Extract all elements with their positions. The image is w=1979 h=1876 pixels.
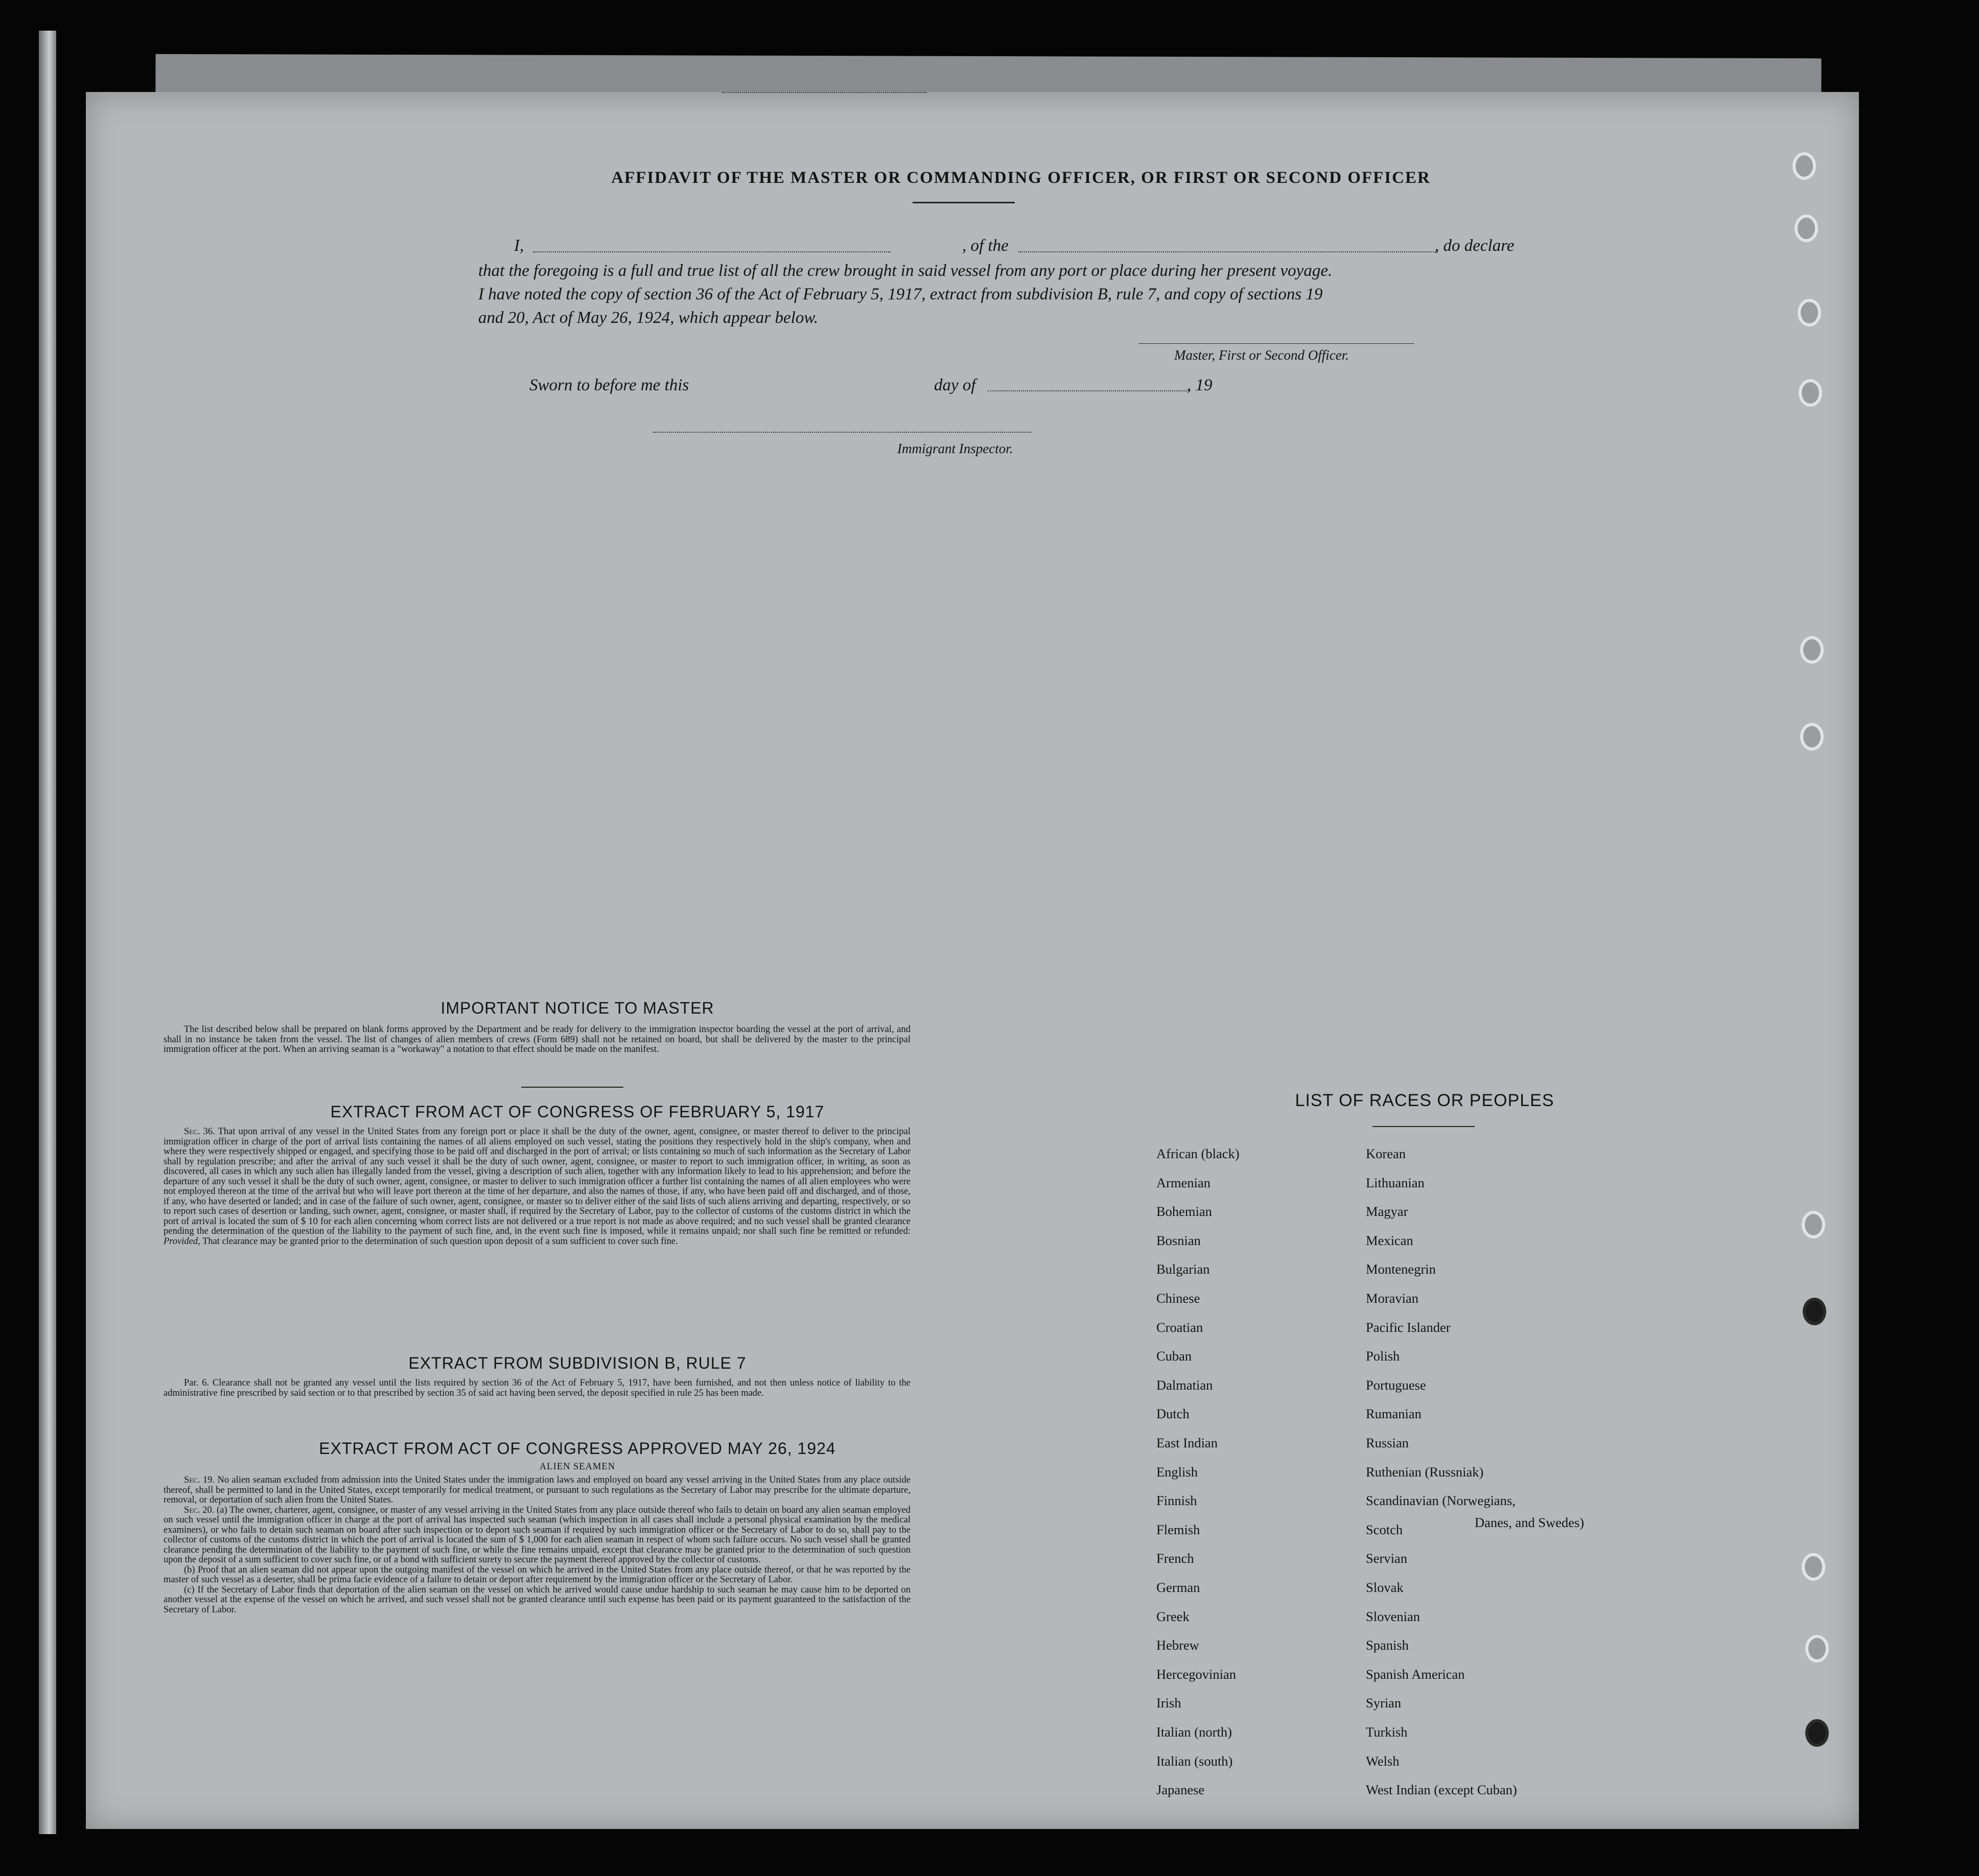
race-item: Spanish American — [1366, 1666, 1465, 1682]
race-item: Welsh — [1366, 1753, 1400, 1769]
race-item: African (black) — [1156, 1146, 1240, 1161]
race-item: Magyar — [1366, 1204, 1408, 1220]
vessel-name-field[interactable] — [1018, 251, 1437, 252]
binder-hole-icon — [1802, 1211, 1825, 1238]
extract-rule7-body — [164, 1378, 911, 1398]
sec-36-text-end: That clearance may be granted prior to the determination of such question upon deposit of a sum sufficient to cover such fine. — [202, 1236, 678, 1247]
race-item: Italian (north) — [1156, 1724, 1232, 1740]
race-item: Dalmatian — [1156, 1377, 1213, 1393]
races-divider — [1372, 1126, 1475, 1127]
statement-line-2: I have noted the copy of section 36 of the Act of February 5, 1917, extract from subdivision B, rule 7, and copy of sections 19 — [478, 285, 1323, 303]
binder-hole-icon — [1798, 299, 1821, 326]
race-item: Scandinavian (Norwegians, — [1366, 1493, 1516, 1509]
race-item: Spanish — [1366, 1637, 1409, 1653]
binder-hole-icon — [1792, 152, 1816, 180]
binder-hole-icon — [1799, 379, 1822, 407]
race-item: Dutch — [1156, 1406, 1190, 1422]
statement-line-3: and 20, Act of May 26, 1924, which appear below. — [478, 309, 819, 327]
binding-edge — [39, 31, 56, 1834]
race-item: Armenian — [1156, 1175, 1210, 1190]
notice-divider — [521, 1087, 623, 1088]
race-item: Hebrew — [1156, 1637, 1199, 1653]
race-item: Montenegrin — [1366, 1261, 1436, 1277]
alien-seamen-subtitle: ALIEN SEAMEN — [539, 1462, 616, 1472]
sworn-label: Sworn to before me this — [529, 376, 689, 394]
extract-rule7-title: EXTRACT FROM SUBDIVISION B, RULE 7 — [408, 1354, 747, 1372]
year-label: , 19 — [1187, 376, 1213, 394]
race-item: West Indian (except Cuban) — [1366, 1782, 1517, 1798]
race-item: East Indian — [1156, 1435, 1218, 1450]
sec-20-label: Sec. 20. — [184, 1505, 215, 1515]
provided-label: Provided, — [164, 1236, 200, 1247]
race-item: Italian (south) — [1156, 1753, 1233, 1769]
day-of-label: day of — [934, 376, 976, 394]
race-item: Lithuanian — [1366, 1175, 1425, 1190]
race-item: Korean — [1366, 1146, 1406, 1161]
sec-19-label: Sec. 19. — [184, 1475, 215, 1485]
race-item: Bosnian — [1156, 1232, 1201, 1248]
race-item: Russian — [1366, 1435, 1409, 1450]
statement-line-1: that the foregoing is a full and true list of all the crew brought in said vessel from any port or place during her present voyage. — [478, 262, 1333, 280]
binder-hole-icon — [1802, 1553, 1825, 1581]
notice-text: The list described below shall be prepared on blank forms approved by the Department and be ready for delivery to the immigration inspector boarding the vessel at the port of arrival, and shall in no instance be taken from the vessel. The list of changes of alien members of crews (Form 689) shall not be retained on board, but shall be delivered by the master to the principal immigration officer at the port. When an arriving seaman is a "workaway" a notation to that effect should be made on the manifest. — [164, 1024, 911, 1054]
sec-36-label: Sec. 36. — [184, 1127, 215, 1137]
race-scandinavian-continued: Danes, and Swedes) — [1475, 1515, 1585, 1530]
binder-hole-icon — [1800, 723, 1824, 751]
master-signature-label: Master, First or Second Officer. — [1174, 347, 1349, 363]
race-item: Hercegovinian — [1156, 1666, 1236, 1682]
sworn-day-field[interactable] — [722, 92, 926, 93]
race-item: Polish — [1366, 1348, 1400, 1364]
declarant-name-field[interactable] — [533, 251, 891, 252]
rule7-text: Par. 6. Clearance shall not be granted any vessel until the lists required by section 36 of the Act of February 5, 1917, have been furnished, and not then unless notice of liability to the administrative fine prescribed by said section or to that prescribed by section 35 of said act having been served, the deposit specified in rule 25 has been made. — [164, 1378, 911, 1398]
race-item: Portuguese — [1366, 1377, 1426, 1393]
sec-19-text: No alien seaman excluded from admission into the United States under the immigration laws and employed on board any vessel arriving in the United States from any place outside thereof, shall be permitted to land in the United States, except temporarily for medical treatment, or pursuant to such regulations as the Secretary of Labor may prescribe for the ultimate departure, removal, or deportation of such alien from the United States. — [164, 1475, 911, 1505]
sec-20c-text: (c) If the Secretary of Labor finds that deportation of the alien seaman on the vessel on which he arrived would cause undue hardship to such seaman he may cause him to be deported on another vessel at the expense of the vessel on which he arrived, and such vessel shall not be granted clearance until such expense has been paid or its payment guaranteed to the satisfaction of the Secretary of Labor. — [164, 1584, 911, 1615]
notice-body — [164, 1025, 911, 1055]
declarant-label: I, — [514, 237, 524, 255]
race-item: Moravian — [1366, 1291, 1419, 1306]
extract-1917-title: EXTRACT FROM ACT OF CONGRESS OF FEBRUARY 5, 1917 — [330, 1103, 825, 1121]
of-the-label: , of the — [962, 237, 1009, 255]
race-item: Bohemian — [1156, 1204, 1212, 1220]
race-item: German — [1156, 1580, 1200, 1595]
race-item: Japanese — [1156, 1782, 1205, 1798]
sworn-month-field[interactable] — [988, 390, 1190, 391]
binder-hole-icon — [1803, 1298, 1826, 1325]
race-item: Servian — [1366, 1551, 1407, 1566]
binder-hole-icon — [1800, 636, 1824, 664]
race-item: Cuban — [1156, 1348, 1192, 1364]
race-item: Chinese — [1156, 1291, 1200, 1306]
race-item: Finnish — [1156, 1493, 1197, 1509]
extract-1924-body — [164, 1475, 911, 1615]
binder-hole-icon — [1805, 1635, 1829, 1662]
title-divider — [913, 202, 1015, 203]
race-item: Turkish — [1366, 1724, 1408, 1740]
extract-1924-title: EXTRACT FROM ACT OF CONGRESS APPROVED MAY 26, 1924 — [319, 1439, 836, 1458]
master-signature-field[interactable] — [1138, 343, 1414, 344]
race-item: Rumanian — [1366, 1406, 1422, 1422]
race-item: Bulgarian — [1156, 1261, 1210, 1277]
race-item: Greek — [1156, 1608, 1190, 1624]
race-item: English — [1156, 1464, 1198, 1480]
race-item: Pacific Islander — [1366, 1319, 1451, 1335]
sec-20a-text: (a) The owner, charterer, agent, consignee, or master of any vessel arriving in the United States from any place outside thereof who fails to detain on board any alien seaman employed on such vessel until the immigration officer in charge at the port of arrival has inspected such seaman (which inspection in all cases shall include a personal physical examination by the medical examiners), or who fails to detain such seaman on board after such inspection or to deport such seaman if required by such immigration officer or the Secretary of Labor to do so, shall pay to the collector of customs of the customs district in which the port of arrival is located the sum of $ 1,000 for each alien seaman in respect of whom such failure occurs. No such vessel shall be granted clearance pending the determination of the liability to the payment of such fine, or while the fine remains unpaid, except that clearance may be granted prior to the determination of such question upon the deposit of a sum sufficient to cover such fine, or of a bond with sufficient surety to secure the payment thereof approved by the collector of customs. — [164, 1505, 911, 1565]
race-item: Croatian — [1156, 1319, 1203, 1335]
race-item: Irish — [1156, 1695, 1181, 1711]
race-item: Slovak — [1366, 1580, 1404, 1595]
inspector-signature-field[interactable] — [653, 432, 1031, 433]
race-item: Flemish — [1156, 1521, 1200, 1537]
binder-hole-icon — [1805, 1719, 1829, 1747]
affidavit-title: AFFIDAVIT OF THE MASTER OR COMMANDING OFFICER, OR FIRST OR SECOND OFFICER — [611, 169, 1431, 187]
manifest-page — [86, 92, 1859, 1829]
race-item: French — [1156, 1551, 1194, 1566]
notice-title: IMPORTANT NOTICE TO MASTER — [440, 999, 714, 1017]
extract-1917-body — [164, 1127, 911, 1247]
race-item: Ruthenian (Russniak) — [1366, 1464, 1484, 1480]
binder-hole-icon — [1795, 215, 1818, 242]
sec-36-text: That upon arrival of any vessel in the United States from any foreign port or place it shall be the duty of the owner, agent, consignee, or master thereof to deliver to the principal immigration officer in charge of the port of arrival lists containing the names of all aliens employed on such vessel, stating the positions they respectively hold in the ship's company, when and where they were respectively shipped or engaged, and specifying those to be paid off and discharged in the port of arrival; or lists containing so much of such information as the Secretary of Labor shall by regulation prescribe; and after the arrival of any such vessel it shall be the duty of such owner, agent, consignee, or master to report to such immigration officer, in writing, as soon as discovered, all cases in which any such alien has illegally landed from the vessel, giving a description of such alien, together with any information likely to lead to his apprehension; and before the departure of any such vessel it shall be the duty of such owner, agent, consignee, or master to deliver to such immigration officer a further list containing the names of all alien employees who were not employed thereon at the time of the arrival but who will leave port thereon at the time of her departure, and also the names of those, if any, who have been paid off and discharged, and of those, if any, who have deserted or landed; and in case of the failure of such owner, agent, consignee, or master so to deliver either of the said lists of such aliens arriving and departing, respectively, or so to report such cases of desertion or landing, such owner, agent, consignee, or master shall, if required by the Secretary of Labor, pay to the collector of customs of the customs district in which the port of arrival is located the sum of $ 10 for each alien concerning whom correct lists are not delivered or a true report is not made as above required; and no such vessel shall be granted clearance pending the determination of the question of the liability to the payment of such fine, and, in the event such fine is imposed, while it remains unpaid; nor shall such fine be remitted or refunded: — [164, 1127, 911, 1236]
race-item: Scotch — [1366, 1521, 1403, 1537]
sec-20b-text: (b) Proof that an alien seaman did not appear upon the outgoing manifest of the vessel on which he arrived in the United States from any place outside thereof, or that he was reported by the master of such vessel as a deserter, shall be prima facie evidence of a failure to detain or deport after requirement by the immigration officer or the Secretary of Labor. — [164, 1564, 911, 1585]
races-title: LIST OF RACES OR PEOPLES — [1295, 1091, 1554, 1110]
do-declare-label: , do declare — [1435, 237, 1515, 255]
inspector-label: Immigrant Inspector. — [897, 441, 1013, 456]
race-item: Mexican — [1366, 1232, 1413, 1248]
race-item: Syrian — [1366, 1695, 1402, 1711]
race-item: Slovenian — [1366, 1608, 1420, 1624]
